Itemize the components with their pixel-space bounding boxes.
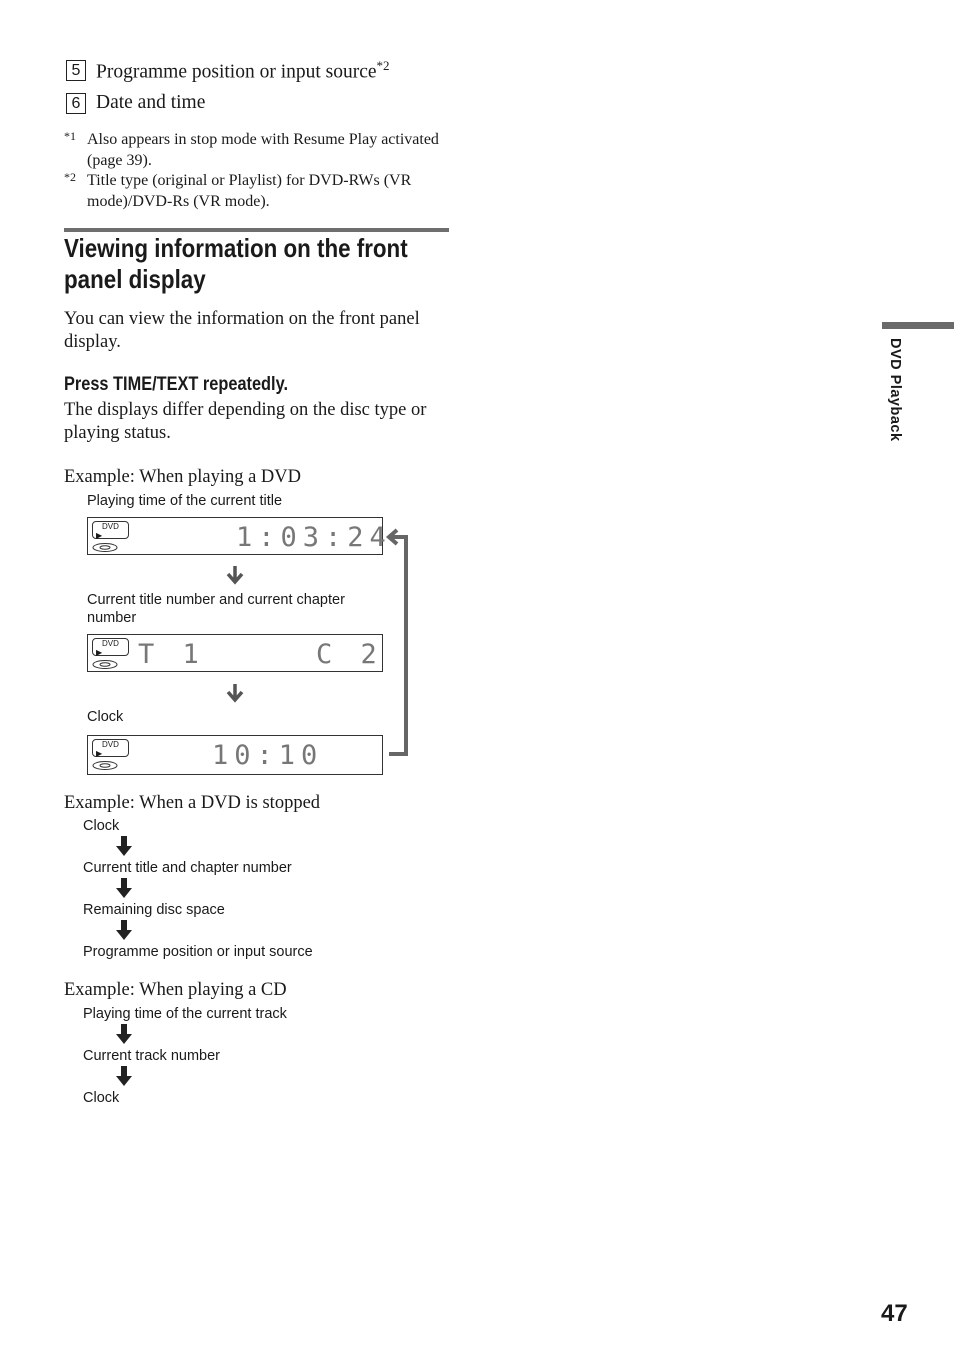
disc-icon [92,660,118,669]
arrow-down-icon [116,920,132,940]
footnote-1: *1 Also appears in stop mode with Resume Play activated (page 39). [64,129,439,169]
side-tab-label: DVD Playback [887,338,903,442]
cd-step-1: Playing time of the current track [83,1006,287,1022]
disc-icon [92,761,118,770]
item-text: Date and time [96,92,206,113]
page-number: 47 [881,1300,908,1327]
loop-back-arrow [385,528,415,760]
segment-readout: 1:03:24 [236,522,392,553]
segment-readout: 10:10 [212,740,324,771]
stopped-step-2: Current title and chapter number [83,860,292,876]
step-heading: Press TIME/TEXT repeatedly. [64,374,289,395]
display-label-2: Current title number and current chapter number [87,592,345,626]
dvd-badge: DVD ▶ [92,739,129,757]
arrow-down-icon [116,1024,132,1044]
section-title: Viewing information on the front panel display [64,233,408,294]
cd-step-2: Current track number [83,1048,220,1064]
section-rule [64,228,449,232]
item-number: 6 [66,93,86,114]
stopped-step-3: Remaining disc space [83,902,225,918]
side-tab-bar [882,322,954,329]
list-item-6 [66,92,205,114]
arrow-down-icon [116,878,132,898]
arrow-down-icon [116,836,132,856]
arrow-down-icon [226,565,244,585]
dvd-badge: DVD ▶ [92,638,129,656]
example-dvd-playing-heading: Example: When playing a DVD [64,467,302,487]
display-label-3: Clock [87,709,124,725]
example-cd-heading: Example: When playing a CD [64,980,287,1000]
front-panel-display-1 [87,517,392,555]
stopped-step-1: Clock [83,818,120,834]
footnote-2: *2 Title type (original or Playlist) for DVD-RWs (VR mode)/DVD-Rs (VR mode). [64,170,412,210]
stopped-step-4: Programme position or input source [83,944,313,960]
arrow-down-icon [226,683,244,703]
cd-step-3: Clock [83,1090,120,1106]
arrow-down-icon [116,1066,132,1086]
item-number: 5 [66,60,86,81]
disc-icon [92,543,118,552]
display-label-1: Playing time of the current title [87,493,283,509]
front-panel-display-3 [87,735,383,775]
step-description: The displays differ depending on the disc type or playing status. [64,400,427,443]
dvd-badge: DVD ▶ [92,521,129,539]
segment-readout: T 1 C 2 [138,639,383,670]
item-text: Programme position or input source$^{*2}$ [96,58,390,83]
front-panel-display-2 [87,634,383,672]
intro-text: You can view the information on the front panel display. [64,309,420,352]
list-item-5 [66,58,390,84]
example-dvd-stopped-heading: Example: When a DVD is stopped [64,793,321,813]
